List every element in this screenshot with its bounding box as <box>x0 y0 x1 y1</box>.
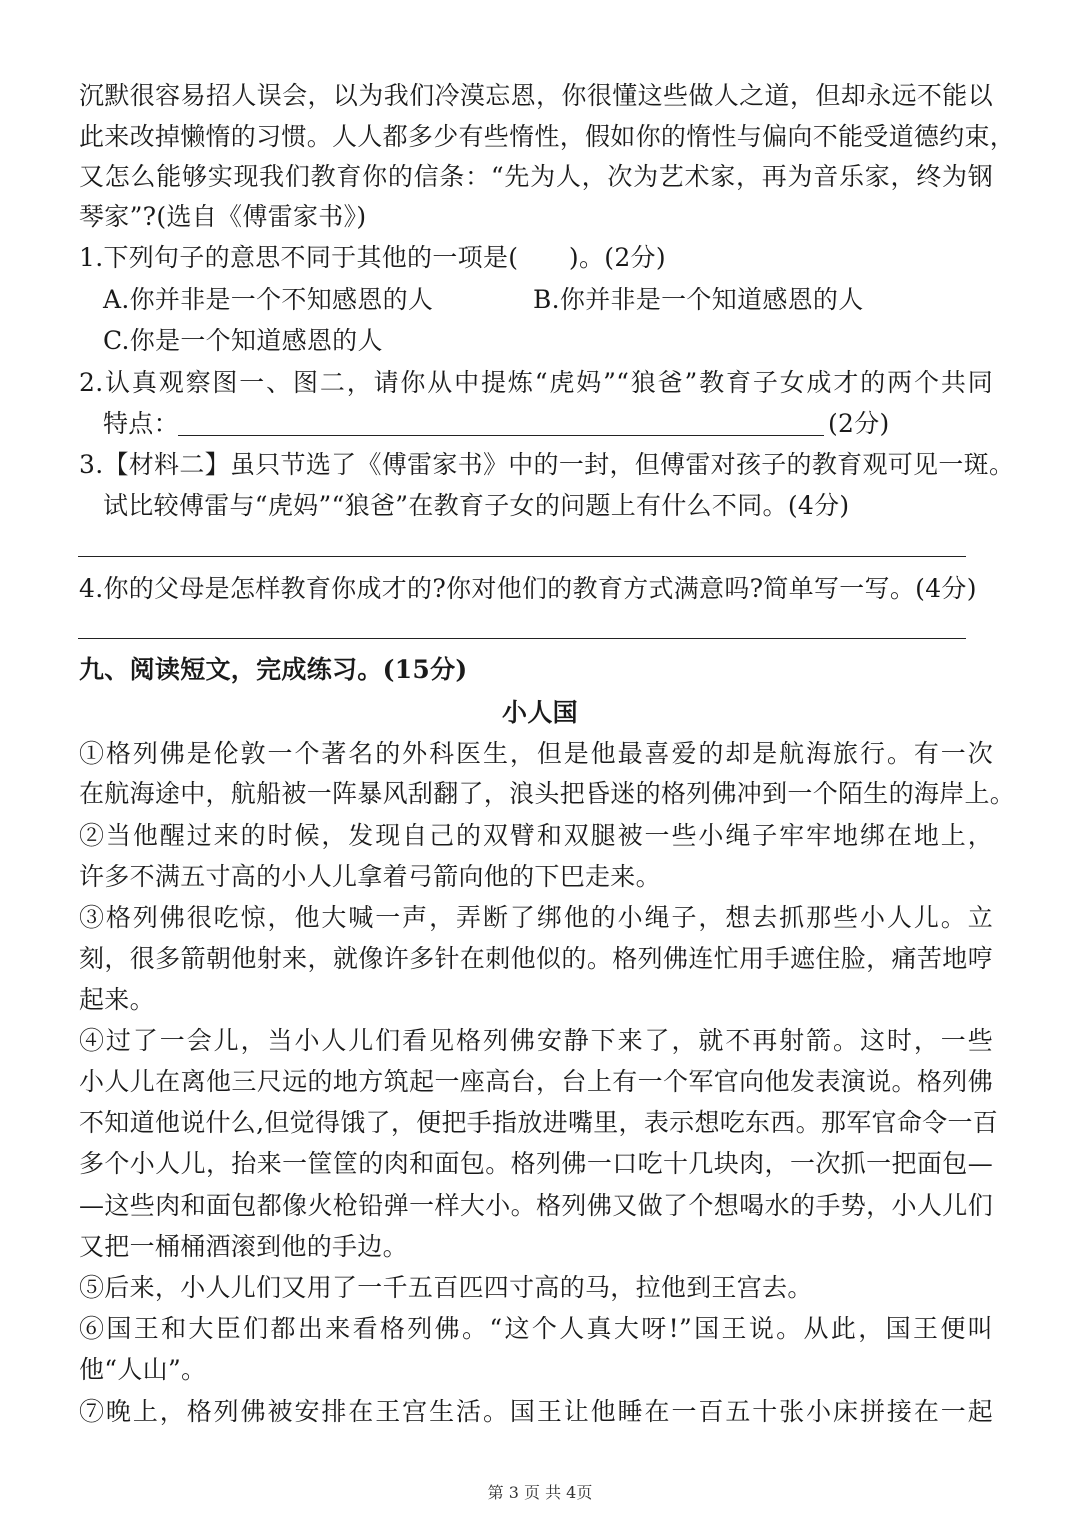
story-line: 在航海途中，航船被一阵暴风刮翻了，浪头把昏迷的格列佛冲到一个陌生的海岸上。 <box>79 779 1016 808</box>
answer-line-q3[interactable] <box>78 556 966 557</box>
question-4-line-1: 4.你的父母是怎样教育你成才的?你对他们的教育方式满意吗?简单写一写。(4分) <box>79 574 977 603</box>
question-1-option-b: B.你并非是一个知道感恩的人 <box>533 285 864 314</box>
section-9-heading: 九、阅读短文，完成练习。(15分) <box>79 655 468 684</box>
story-line: 他“人山”。 <box>79 1355 207 1384</box>
story-line: 小人儿在离他三尺远的地方筑起一座高台，台上有一个军官向他发表演说。格列佛 <box>79 1067 993 1096</box>
story-line: ④过了一会儿，当小人儿们看见格列佛安静下来了，就不再射箭。这时，一些 <box>79 1026 993 1055</box>
passage-line-3: 又怎么能够实现我们教育你的信条：“先为人，次为艺术家，再为音乐家，终为钢 <box>79 162 993 191</box>
question-2-score: (2分) <box>828 409 890 438</box>
story-line: ⑦晚上，格列佛被安排在王宫生活。国王让他睡在一百五十张小床拼接在一起 <box>79 1397 993 1426</box>
story-line: 许多不满五寸高的小人儿拿着弓箭向他的下巴走来。 <box>79 862 661 891</box>
story-line: 又把一桶桶酒滚到他的手边。 <box>79 1232 408 1261</box>
story-line: —这些肉和面包都像火枪铅弹一样大小。格列佛又做了个想喝水的手势，小人儿们 <box>79 1191 993 1220</box>
answer-line-q4[interactable] <box>78 638 966 639</box>
story-line: ③格列佛很吃惊，他大喊一声，弄断了绑他的小绳子，想去抓那些小人儿。立 <box>79 903 993 932</box>
story-line: ⑤后来，小人儿们又用了一千五百匹四寸高的马，拉他到王宫去。 <box>79 1273 813 1302</box>
story-title: 小人国 <box>502 698 578 727</box>
question-3-line-1: 3.【材料二】虽只节选了《傅雷家书》中的一封，但傅雷对孩子的教育观可见一斑。 <box>79 450 1015 479</box>
story-line: 起来。 <box>79 985 155 1014</box>
answer-line-q2[interactable] <box>178 435 824 436</box>
passage-line-2: 此来改掉懒惰的习惯。人人都多少有些惰性，假如你的惰性与偏向不能受道德约束， <box>79 122 1016 151</box>
story-line: ②当他醒过来的时候，发现自己的双臂和双腿被一些小绳子牢牢地绑在地上， <box>79 821 993 850</box>
story-line: ⑥国王和大臣们都出来看格列佛。“这个人真大呀!”国王说。从此，国王便叫 <box>79 1314 993 1343</box>
question-2-label: 特点： <box>103 409 179 438</box>
question-1-stem: 1.下列句子的意思不同于其他的一项是( )。(2分) <box>79 243 666 272</box>
story-line: 不知道他说什么,但觉得饿了，便把手指放进嘴里，表示想吃东西。那军官命令一百 <box>79 1108 999 1137</box>
story-line: 多个小人儿，抬来一筐筐的肉和面包。格列佛一口吃十几块肉，一次抓一把面包— <box>79 1149 993 1178</box>
question-1-option-c: C.你是一个知道感恩的人 <box>103 326 383 355</box>
question-3-line-2: 试比较傅雷与“虎妈”“狼爸”在教育子女的问题上有什么不同。(4分) <box>103 491 850 520</box>
question-1-option-a: A.你并非是一个不知感恩的人 <box>103 285 434 314</box>
story-line: 刻，很多箭朝他射来，就像许多针在刺他似的。格列佛连忙用手遮住脸，痛苦地哼 <box>79 944 993 973</box>
question-2-line-1: 2.认真观察图一、图二，请你从中提炼“虎妈”“狼爸”教育子女成才的两个共同 <box>79 368 993 397</box>
story-line: ①格列佛是伦敦一个著名的外科医生，但是他最喜爱的却是航海旅行。有一次 <box>79 739 993 768</box>
page-number: 第 3 页 共 4页 <box>487 1483 593 1502</box>
passage-line-1: 沉默很容易招人误会，以为我们冷漠忘恩，你很懂这些做人之道，但却永远不能以 <box>79 81 993 110</box>
passage-line-4: 琴家”?(选自《傅雷家书》) <box>79 202 367 231</box>
